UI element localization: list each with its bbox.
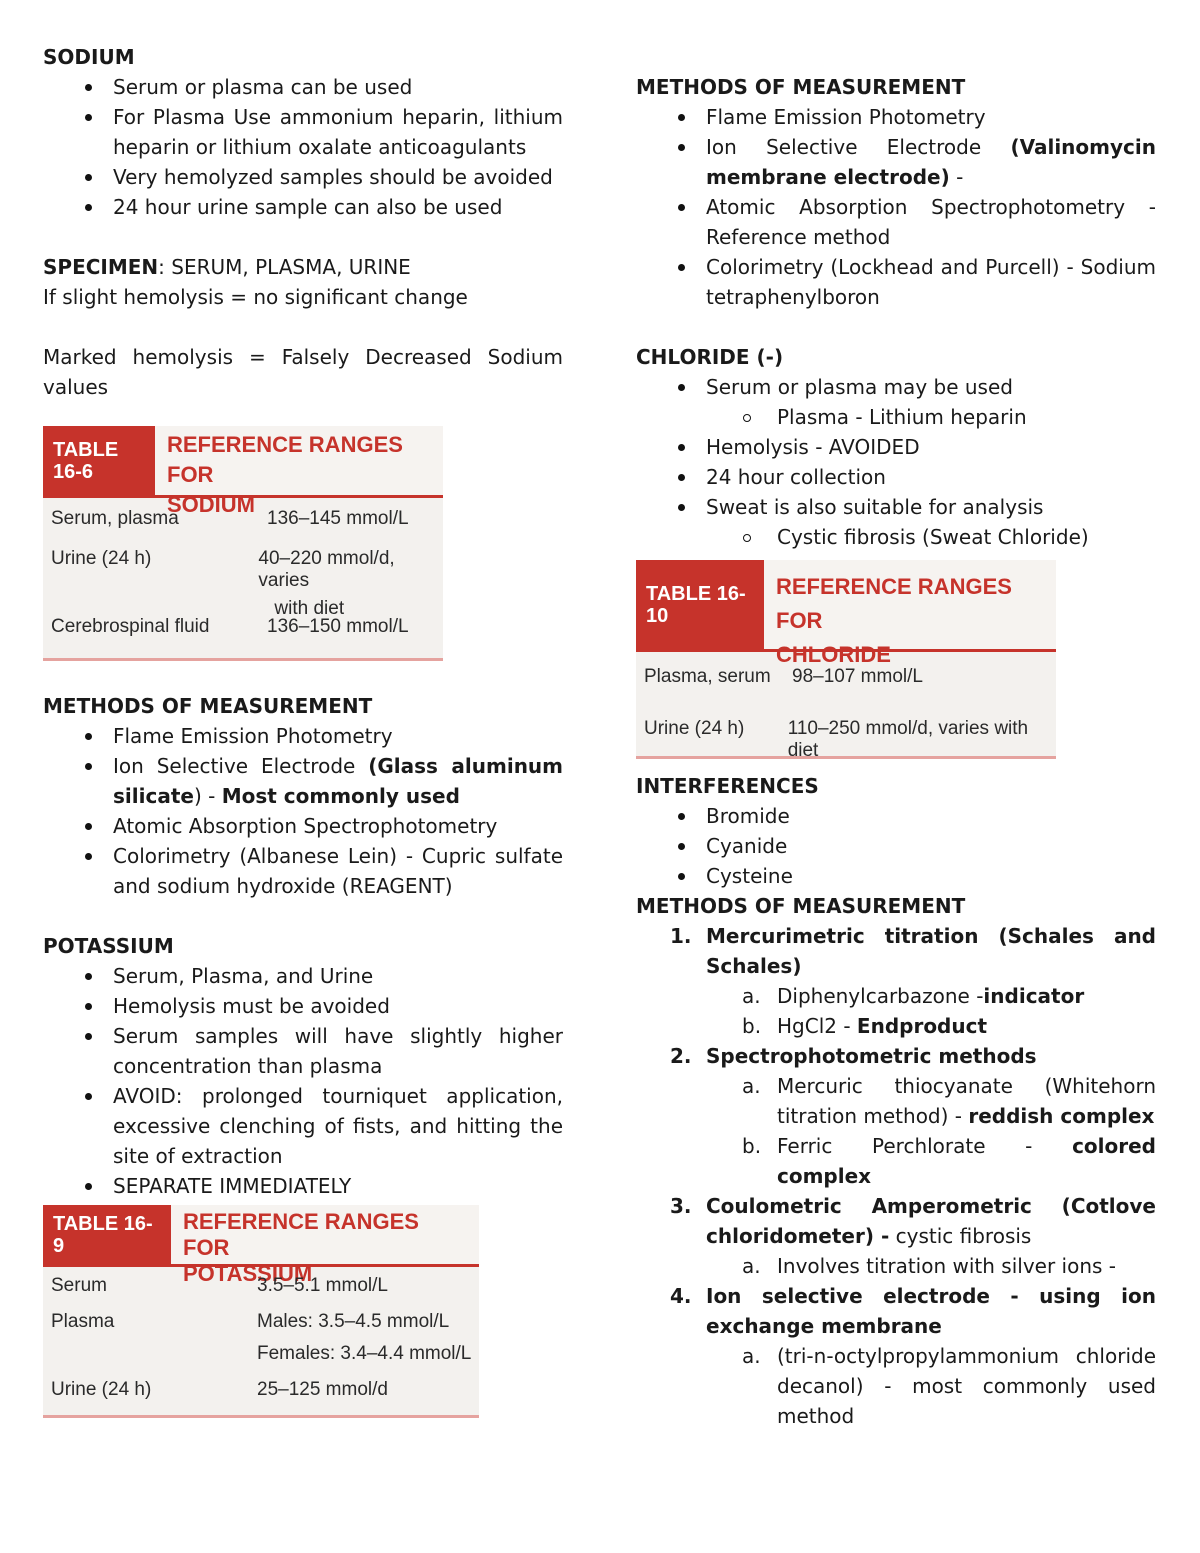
list-item: Hemolysis - AVOIDED xyxy=(636,432,1156,462)
sodium-heading: SODIUM xyxy=(43,45,135,69)
chloride-sublist xyxy=(636,402,1156,432)
bold-text: Mercurimetric titration (Schales and Schales) xyxy=(706,924,1156,978)
table-cell-line: 40–220 mmol/d, varies xyxy=(258,548,395,591)
list-item: SEPARATE IMMEDIATELY xyxy=(43,1171,563,1201)
bold-text: indicator xyxy=(983,984,1085,1008)
list-item: Flame Emission Photometry xyxy=(43,721,563,751)
table-cell: Serum, plasma xyxy=(51,508,179,529)
specimen-line xyxy=(43,252,563,282)
chloride-methods-list xyxy=(636,1281,1156,1341)
chloride-sublist xyxy=(636,522,1156,552)
list-item: Flame Emission Photometry xyxy=(636,102,1156,132)
bold-text: Ion selective electrode - using ion exchange membrane xyxy=(706,1284,1156,1338)
chloride-reference-table xyxy=(636,560,1056,759)
table-title xyxy=(764,560,1056,667)
list-item: Serum or plasma may be used xyxy=(636,372,1156,402)
list-item: Sweat is also suitable for analysis xyxy=(636,492,1156,522)
interferences-heading: INTERFERENCES xyxy=(636,774,819,798)
table-cell: Serum xyxy=(51,1275,107,1296)
list-item: Hemolysis must be avoided xyxy=(43,991,563,1021)
list-item xyxy=(636,1071,1156,1131)
bold-text: Coulometric Amperometric (Cotlove chloridometer) - xyxy=(706,1194,1156,1248)
table-title-line: POTASSIUM xyxy=(183,1261,313,1286)
table-title xyxy=(155,426,443,517)
bold-text: colored complex xyxy=(777,1134,1156,1188)
table-title-line: REFERENCE RANGES FOR xyxy=(167,432,403,487)
table-badge: TABLE 16-9 xyxy=(43,1205,171,1264)
marked-hemolysis-note: Marked hemolysis = Falsely Decreased Sodium values xyxy=(43,345,563,399)
list-item: Plasma - Lithium heparin xyxy=(636,402,1156,432)
list-item: Cystic fibrosis (Sweat Chloride) xyxy=(636,522,1156,552)
chloride-list xyxy=(636,372,1156,402)
text: HgCl2 - xyxy=(777,1014,857,1038)
list-item: Very hemolyzed samples should be avoided xyxy=(43,162,563,192)
list-item: Cysteine xyxy=(636,861,1156,891)
list-item: Atomic Absorption Spectrophotometry - Reference method xyxy=(636,192,1156,252)
text: (tri-n-octylpropylammonium chloride decanol) - most commonly used method xyxy=(777,1344,1156,1428)
list-item: AVOID: prolonged tourniquet application, excessive clenching of fists, and hitting the site of extraction xyxy=(43,1081,563,1171)
table-cell: Plasma xyxy=(51,1311,115,1332)
table-title-line: CHLORIDE xyxy=(776,642,891,667)
table-cell: 136–145 mmol/L xyxy=(267,508,409,529)
table-cell xyxy=(257,1311,471,1379)
list-number: 4. xyxy=(670,1284,692,1308)
list-item: Atomic Absorption Spectrophotometry xyxy=(43,811,563,841)
bold-text: Spectrophotometric methods xyxy=(706,1044,1037,1068)
list-item xyxy=(636,1131,1156,1191)
text: - xyxy=(949,165,964,189)
text: Ferric Perchlorate - xyxy=(777,1134,1073,1158)
table-cell: Cerebrospinal fluid xyxy=(51,616,210,637)
table-badge: TABLE 16-6 xyxy=(43,426,155,495)
slight-hemolysis-note: If slight hemolysis = no significant change xyxy=(43,285,468,309)
list-item: Serum, Plasma, and Urine xyxy=(43,961,563,991)
list-item xyxy=(636,981,1156,1011)
text: Ion Selective Electrode xyxy=(706,135,1011,159)
list-letter: a. xyxy=(742,1074,761,1098)
table-cell: Urine (24 h) xyxy=(644,718,745,739)
table-cell: Urine (24 h) xyxy=(51,1379,152,1400)
sodium-methods-heading: METHODS OF MEASUREMENT xyxy=(43,694,373,718)
bold-text: Most commonly used xyxy=(221,784,460,808)
sodium-reference-table xyxy=(43,426,443,661)
text: Mercuric thiocyanate (Whitehorn titration method) - xyxy=(777,1074,1156,1128)
potassium-methods-list xyxy=(636,102,1156,312)
list-item xyxy=(636,1281,1156,1341)
list-item xyxy=(636,1341,1156,1431)
list-item: Serum samples will have slightly higher concentration than plasma xyxy=(43,1021,563,1081)
list-item: 24 hour urine sample can also be used xyxy=(43,192,563,222)
table-cell: 3.5–5.1 mmol/L xyxy=(257,1275,388,1296)
list-item: Serum or plasma can be used xyxy=(43,72,563,102)
table-cell: Plasma, serum xyxy=(644,666,771,687)
left-column xyxy=(43,42,563,1418)
table-row xyxy=(636,718,1056,761)
list-item xyxy=(636,132,1156,192)
chloride-methods-list xyxy=(636,921,1156,981)
bold-text: (Glass aluminum silicate xyxy=(113,754,564,808)
chloride-heading: CHLORIDE (-) xyxy=(636,345,784,369)
list-item xyxy=(636,921,1156,981)
specimen-value: : SERUM, PLASMA, URINE xyxy=(158,255,411,279)
list-number: 3. xyxy=(670,1194,692,1218)
potassium-methods-heading: METHODS OF MEASUREMENT xyxy=(636,75,966,99)
table-cell-line: with diet xyxy=(274,598,345,619)
list-item xyxy=(636,1041,1156,1071)
table-row xyxy=(43,548,443,619)
interferences-list xyxy=(636,801,1156,891)
list-number: 2. xyxy=(670,1044,692,1068)
potassium-list xyxy=(43,961,563,1201)
list-item xyxy=(636,1251,1156,1281)
table-cell-line: Males: 3.5–4.5 mmol/L xyxy=(257,1311,450,1332)
list-number: 1. xyxy=(670,924,692,948)
list-item xyxy=(636,1011,1156,1041)
chloride-methods-heading: METHODS OF MEASUREMENT xyxy=(636,894,966,918)
table-row xyxy=(636,666,1056,718)
chloride-methods-sublist xyxy=(636,1251,1156,1281)
chloride-methods-sublist xyxy=(636,1341,1156,1431)
table-badge: TABLE 16-10 xyxy=(636,560,764,649)
list-letter: a. xyxy=(742,984,761,1008)
list-item: Colorimetry (Lockhead and Purcell) - Sodium tetraphenylboron xyxy=(636,252,1156,312)
list-item: Cyanide xyxy=(636,831,1156,861)
chloride-methods-sublist xyxy=(636,981,1156,1041)
table-cell: 98–107 mmol/L xyxy=(792,666,923,687)
table-cell: Urine (24 h) xyxy=(51,548,152,569)
bold-text: (Valinomycin membrane electrode) xyxy=(706,135,1156,189)
table-title-line: REFERENCE RANGES FOR xyxy=(776,574,1012,633)
list-item xyxy=(636,1191,1156,1251)
sodium-list xyxy=(43,72,563,222)
table-cell: 25–125 mmol/d xyxy=(257,1379,388,1400)
text: ) - xyxy=(193,784,222,808)
table-row xyxy=(43,508,443,548)
list-item: For Plasma Use ammonium heparin, lithium heparin or lithium oxalate anticoagulants xyxy=(43,102,563,162)
table-cell-line: Females: 3.4–4.4 mmol/L xyxy=(257,1343,472,1364)
list-letter: b. xyxy=(742,1014,762,1038)
potassium-heading: POTASSIUM xyxy=(43,934,174,958)
chloride-list-cont xyxy=(636,432,1156,522)
sodium-methods-list xyxy=(43,721,563,901)
table-row xyxy=(43,1311,479,1379)
table-row xyxy=(43,1379,479,1407)
text: Diphenylcarbazone - xyxy=(777,984,984,1008)
list-item: 24 hour collection xyxy=(636,462,1156,492)
table-cell xyxy=(258,548,443,619)
list-letter: a. xyxy=(742,1254,761,1278)
list-item: Colorimetry (Albanese Lein) - Cupric sulfate and sodium hydroxide (REAGENT) xyxy=(43,841,563,901)
right-column xyxy=(636,72,1156,1431)
table-cell: 136–150 mmol/L xyxy=(267,616,409,637)
text: Ion Selective Electrode xyxy=(113,754,369,778)
bold-text: reddish complex xyxy=(968,1104,1155,1128)
chloride-methods-list xyxy=(636,1191,1156,1251)
list-letter: b. xyxy=(742,1134,762,1158)
table-cell: 110–250 mmol/d, varies with diet xyxy=(787,718,1029,761)
table-title-line: SODIUM xyxy=(167,492,255,517)
list-item: Bromide xyxy=(636,801,1156,831)
text: cystic fibrosis xyxy=(889,1224,1032,1248)
list-item xyxy=(43,751,563,811)
bold-text: Endproduct xyxy=(856,1014,988,1038)
list-letter: a. xyxy=(742,1344,761,1368)
chloride-methods-list xyxy=(636,1041,1156,1071)
table-row xyxy=(43,616,443,644)
chloride-methods-sublist xyxy=(636,1071,1156,1191)
specimen-label: SPECIMEN xyxy=(43,255,159,279)
text: Involves titration with silver ions - xyxy=(777,1254,1117,1278)
potassium-reference-table xyxy=(43,1205,479,1418)
table-title-line: REFERENCE RANGES FOR xyxy=(183,1209,419,1260)
